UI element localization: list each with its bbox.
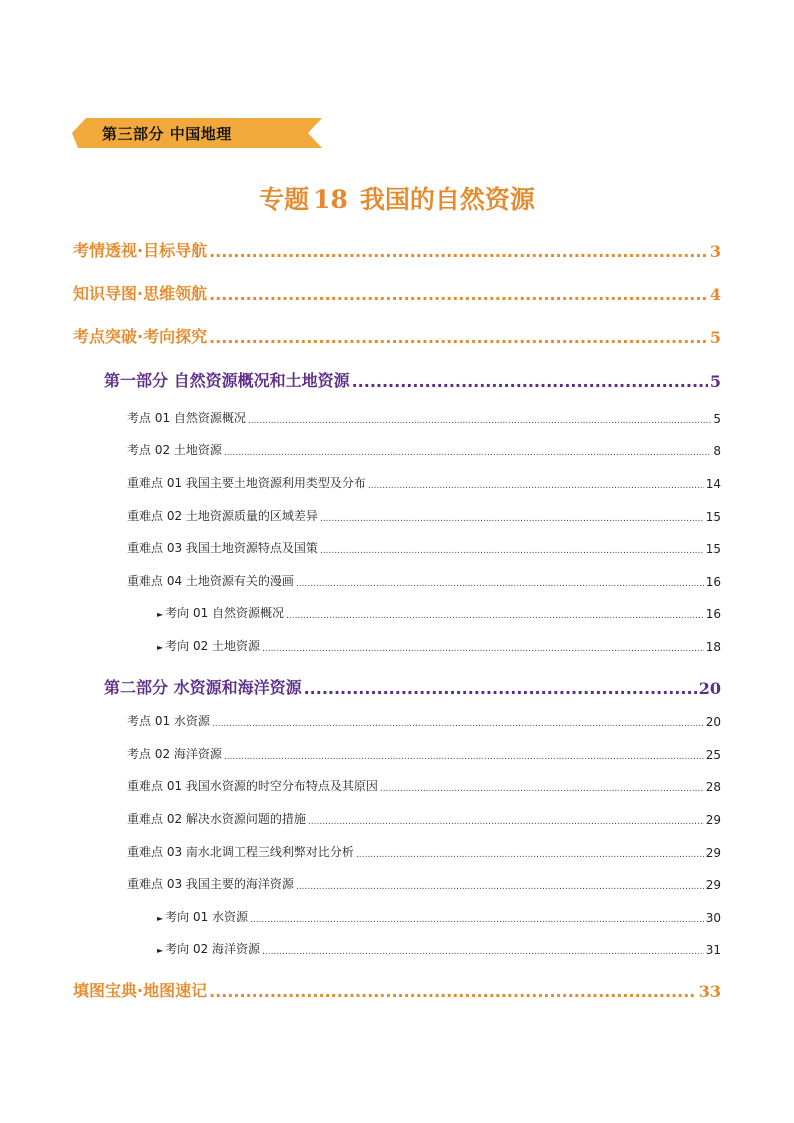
toc-leader-dots [250,915,704,925]
toc-label: 考情透视·目标导航 [73,241,208,260]
toc-page-number: 5 [709,328,721,347]
title-text: 我国的自然资源 [359,185,535,214]
toc-label: 考向 01 自然资源概况 [165,606,285,620]
toc-leader-dots [320,546,704,556]
triangle-bullet-icon: ► [157,914,164,923]
toc-leader-dots [262,947,704,957]
toc-leader-dots [286,611,704,621]
toc-label: 重难点 03 我国主要的海洋资源 [127,877,294,891]
triangle-bullet-icon: ► [157,946,164,955]
toc-item-entry[interactable] [127,572,721,589]
toc-page-number: 29 [705,813,721,827]
toc-label: 重难点 02 解决水资源问题的措施 [127,812,306,826]
toc-leader-dots [209,242,708,261]
toc-leader-dots [368,481,704,491]
toc-item-entry[interactable] [127,539,721,556]
toc-page-number: 3 [709,242,721,261]
toc-leader-dots [296,882,704,892]
toc-label: 考点 02 土地资源 [127,443,222,457]
toc-label: 第一部分 自然资源概况和土地资源 [104,371,350,390]
toc-leader-dots [262,644,704,654]
toc-label: 重难点 01 我国水资源的时空分布特点及其原因 [127,779,378,793]
toc-page-number: 28 [705,780,721,794]
toc-item-entry[interactable] [127,441,721,458]
toc-direction-entry[interactable] [157,940,721,957]
toc-section-entry[interactable] [73,238,721,261]
toc-leader-dots [380,784,704,794]
toc-item-entry[interactable] [127,745,721,762]
toc-leader-dots [308,817,704,827]
toc-item-entry[interactable] [127,843,721,860]
toc-label: 考向 02 土地资源 [165,639,261,653]
toc-leader-dots [296,579,704,589]
toc-leader-dots [320,514,704,524]
toc-label: 重难点 02 土地资源质量的区域差异 [127,509,318,523]
toc-page-number: 30 [705,911,721,925]
toc-section-entry[interactable] [73,978,721,1001]
toc-page-number: 8 [713,444,721,458]
toc-label: 考向 02 海洋资源 [165,942,261,956]
toc-leader-dots [356,850,704,860]
toc-page-number: 16 [705,607,721,621]
toc-part-entry[interactable] [104,675,721,698]
toc-leader-dots [304,679,697,698]
toc-leader-dots [352,372,708,391]
toc-label: 重难点 04 土地资源有关的漫画 [127,574,294,588]
toc-label: 考点 01 水资源 [127,714,210,728]
triangle-bullet-icon: ► [157,610,164,619]
toc-direction-entry[interactable] [157,637,721,654]
toc-page-number: 29 [705,846,721,860]
toc-item-entry[interactable] [127,409,721,426]
toc-label: 考点 02 海洋资源 [127,747,222,761]
toc-section-entry[interactable] [73,281,721,304]
toc-leader-dots [209,328,708,347]
toc-page-number: 25 [705,748,721,762]
toc-label: 考点 01 自然资源概况 [127,411,246,425]
toc-page-number: 20 [705,715,721,729]
toc-leader-dots [224,752,704,762]
toc-page-number: 18 [705,640,721,654]
toc-item-entry[interactable] [127,810,721,827]
page-title [0,180,794,216]
toc-leader-dots [209,285,708,304]
toc-page-number: 5 [713,412,721,426]
toc-page-number: 15 [705,542,721,556]
toc-label: 重难点 03 我国土地资源特点及国策 [127,541,318,555]
toc-label: 重难点 03 南水北调工程三线利弊对比分析 [127,845,354,859]
toc-item-entry[interactable] [127,712,721,729]
toc-section-entry[interactable] [73,324,721,347]
toc-page-number: 16 [705,575,721,589]
toc-page-number: 20 [698,679,721,698]
toc-item-entry[interactable] [127,507,721,524]
toc-leader-dots [224,448,711,458]
toc-direction-entry[interactable] [157,908,721,925]
toc-label: 考点突破·考向探究 [73,327,208,346]
toc-page-number: 14 [705,477,721,491]
toc-leader-dots [248,416,711,426]
toc-direction-entry[interactable] [157,604,721,621]
toc-item-entry[interactable] [127,875,721,892]
section-banner [72,116,322,150]
toc-page-number: 33 [698,982,721,1001]
toc-label: 填图宝典·地图速记 [73,981,208,1000]
toc-page-number: 31 [705,943,721,957]
title-prefix: 专题 [259,185,310,214]
toc-leader-dots [212,719,704,729]
triangle-bullet-icon: ► [157,643,164,652]
toc-page-number: 29 [705,878,721,892]
toc-label: 知识导图·思维领航 [73,284,208,303]
toc-label: 重难点 01 我国主要土地资源利用类型及分布 [127,476,366,490]
toc-item-entry[interactable] [127,777,721,794]
toc-part-entry[interactable] [104,368,721,391]
banner-text: 第三部分 中国地理 [102,125,232,143]
title-number: 18 [313,185,348,214]
toc-label: 第二部分 水资源和海洋资源 [104,678,302,697]
toc-item-entry[interactable] [127,474,721,491]
toc-page-number: 15 [705,510,721,524]
toc-page-number: 5 [709,372,721,391]
toc-leader-dots [209,982,697,1001]
toc-page-number: 4 [709,285,721,304]
toc-label: 考向 01 水资源 [165,910,249,924]
